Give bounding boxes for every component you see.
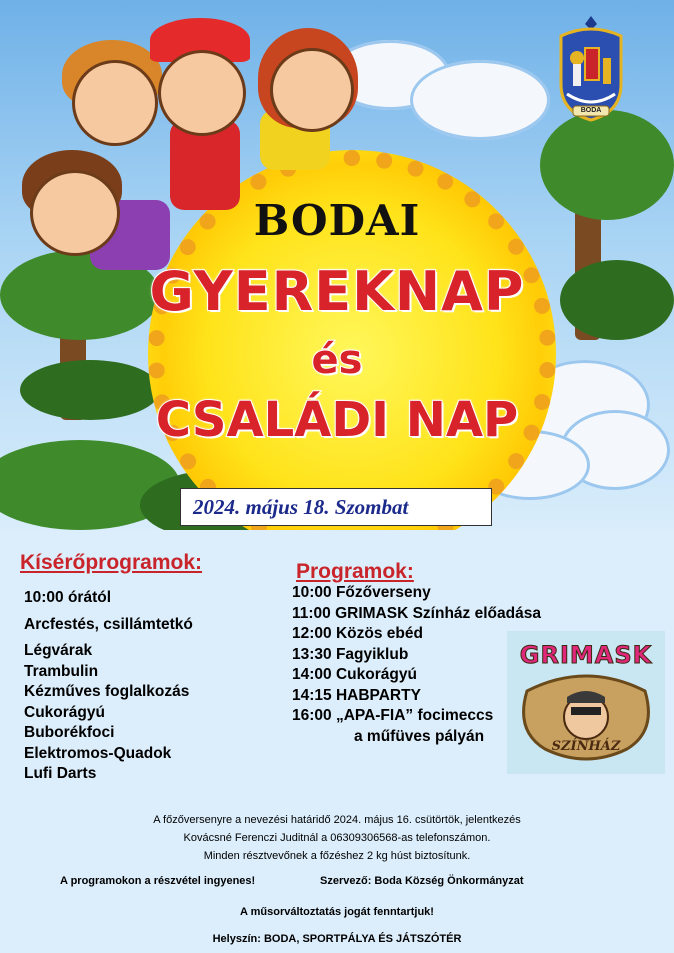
list-item: Kézműves foglalkozás: [24, 683, 190, 700]
title-bodai: BODAI: [253, 196, 421, 245]
notice-line: Kovácsné Ferenczi Juditnál a 06309306568-as telefonszámon.: [183, 832, 491, 844]
kid-face: [270, 48, 354, 132]
cloud: [410, 60, 550, 140]
organizer-note: Szervező: Boda Község Önkormányzat: [320, 875, 524, 887]
side-programs-list: [24, 588, 193, 785]
list-item: 14:00 Cukorágyú: [292, 666, 417, 683]
grimask-logo: [507, 631, 665, 774]
kid-face: [72, 60, 158, 146]
event-date: 2024. május 18. Szombat: [180, 488, 492, 526]
list-item: Buborékfoci: [24, 724, 115, 741]
changes-note: A műsorváltoztatás jogát fenntartjuk!: [240, 906, 434, 918]
list-item: 10:00 órától: [24, 589, 112, 606]
programs-list: [292, 583, 541, 747]
programs-heading: Programok:: [296, 560, 414, 583]
list-item: Cukorágyú: [24, 703, 105, 721]
list-item: Elektromos-Quadok: [24, 744, 172, 762]
grimask-logo-subtitle: SZÍNHÁZ: [551, 739, 621, 754]
notice-line: Minden résztvevőnek a főzéshez 2 kg húst biztosítunk.: [203, 850, 471, 862]
list-item: 10:00 Főzőverseny: [292, 584, 431, 601]
grimask-logo-title: GRIMASK: [519, 641, 653, 669]
list-item: 12:00 Közös ebéd: [292, 625, 423, 642]
location-note: Helyszín: BODA, SPORTPÁLYA ÉS JÁTSZÓTÉR: [212, 933, 462, 945]
free-entry-note: A programokon a részvétel ingyenes!: [60, 875, 256, 887]
list-item: Légvárak: [24, 642, 93, 659]
notice-line: A főzőversenyre a nevezési határidő 2024. május 16. csütörtök, jelentkezés: [153, 814, 521, 826]
list-item: 16:00 „APA-FIA” focimeccs: [292, 707, 494, 724]
list-item: 13:30 Fagyiklub: [292, 645, 409, 663]
side-programs-heading: Kísérőprogramok:: [20, 551, 203, 574]
list-item: Arcfestés, csillámtetkó: [24, 615, 193, 633]
list-item: a műfüves pályán: [354, 727, 485, 745]
list-item: 11:00 GRIMASK Színház előadása: [292, 604, 541, 622]
footer-notice: [0, 811, 674, 865]
title-csaladi-nap: CSALÁDI NAP: [155, 392, 519, 448]
kid-face: [158, 50, 246, 136]
title-gyereknap: GYEREKNAP: [149, 260, 525, 323]
list-item: 14:15 HABPARTY: [292, 686, 421, 704]
list-item: Lufi Darts: [24, 765, 97, 782]
title-es: és: [311, 337, 363, 383]
crest-label: BODA: [580, 107, 602, 114]
list-item: Trambulin: [24, 662, 99, 680]
